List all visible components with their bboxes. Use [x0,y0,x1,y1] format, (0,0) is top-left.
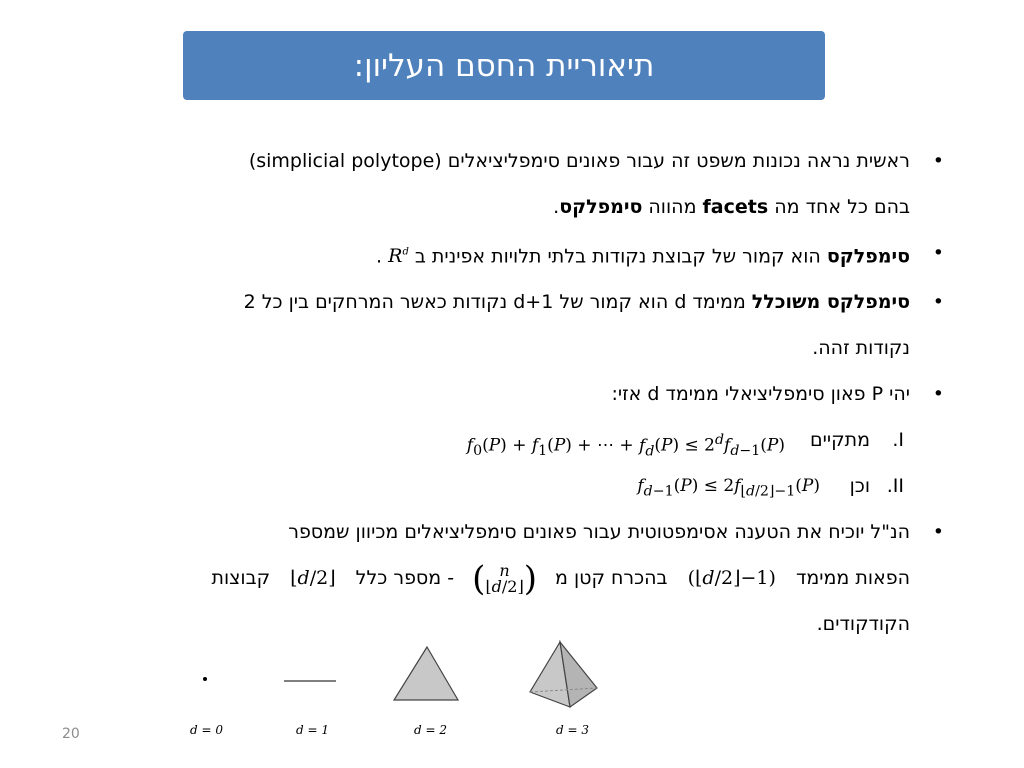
bullet-2-end: . [376,245,389,268]
bullet-5-line-2-a: הפאות ממימד [795,567,910,590]
bullet-5 [80,509,960,647]
sub-item-1 [80,417,960,463]
bullet-5-line-2-b: בהכרח קטן מ [555,567,668,590]
bullet-1-line-2-pre: בהם כל אחד מה [768,196,910,218]
bullet-1-line-2-mid: מהווה [642,196,703,218]
sub-item-1-number: I. [892,429,904,452]
page-number: 20 [62,726,80,742]
simplex-definition-term: סימפלקס [826,245,910,268]
caption-d2: d = 2 [414,723,447,737]
bullet-5-line-2-c: - מספר כלל [355,567,455,590]
rd-base: R [388,245,403,268]
formula-1: $f_0(P) + f_1(P)$ + ⋯ + $f_d(P) \le 2^df_{d-1}(P)$ [466,432,785,460]
sub-item-2 [80,463,960,509]
regular-simplex-term: סימפלקס משוכלל [751,291,910,314]
binomial-math: ( n ⌊d/2⌋) [472,558,537,599]
simplex-term: סימפלקס [559,196,643,218]
bullet-3-text: ממימד d הוא קמור של d+1 נקודות כאשר המרחקים בין כל 2 [243,291,752,314]
bullet-1-line-1: ראשית נראה נכונות משפט זה עבור פאונים סימפליציאלים (simplicial polytope) [248,150,910,172]
simplex-d2-triangle [394,647,458,700]
bullet-5-line-3: הקודקודים. [816,613,910,636]
caption-d0: d = 0 [190,723,223,737]
bullet-2-text: הוא קמור של קבוצת נקודות בלתי תלויות אפינית ב [408,245,827,268]
bullet-2 [80,230,960,279]
bullet-1-line-2-end: . [553,196,560,218]
simplex-illustration [0,630,1024,750]
sub-item-2-number: II. [886,475,904,498]
floor-d-half-math: ⌊d/2⌋ [290,567,336,590]
sub-item-2-text: וכן [849,475,870,498]
faces-dimension-math: (⌊d/2⌋−1) [687,567,776,590]
caption-d1: d = 1 [296,723,329,737]
simplex-figures [0,630,1024,750]
simplex-d3-tetrahedron [530,642,597,707]
caption-d3: d = 3 [556,723,589,737]
sub-item-1-text: מתקיים [810,429,870,452]
rd-sup: d [402,247,409,258]
slide-content [80,138,960,647]
bullet-5-line-1: הנ"ל יוכיח את הטענה אסימפטוטית עבור פאונים סימפליציאלים מכיוון שמספר [288,521,910,544]
bullet-3 [80,279,960,371]
bullet-3-line-2: נקודות זהה. [812,337,910,360]
bullet-5-line-2-d: קבוצות [211,567,271,590]
formula-2: $f_{d-1}(P) \le 2f_{⌊d/2⌋-1}(P)$ [637,476,820,500]
bullet-4-text: יהי P פאון סימפליציאלי ממימד d אזי: [611,383,910,406]
slide-title: תיאוריית החסם העליון: [183,31,825,100]
simplex-d0-point [203,677,207,681]
rd-math [388,245,409,267]
bullet-1 [80,138,960,230]
facets-term: facets [702,196,769,218]
bullet-4 [80,371,960,417]
